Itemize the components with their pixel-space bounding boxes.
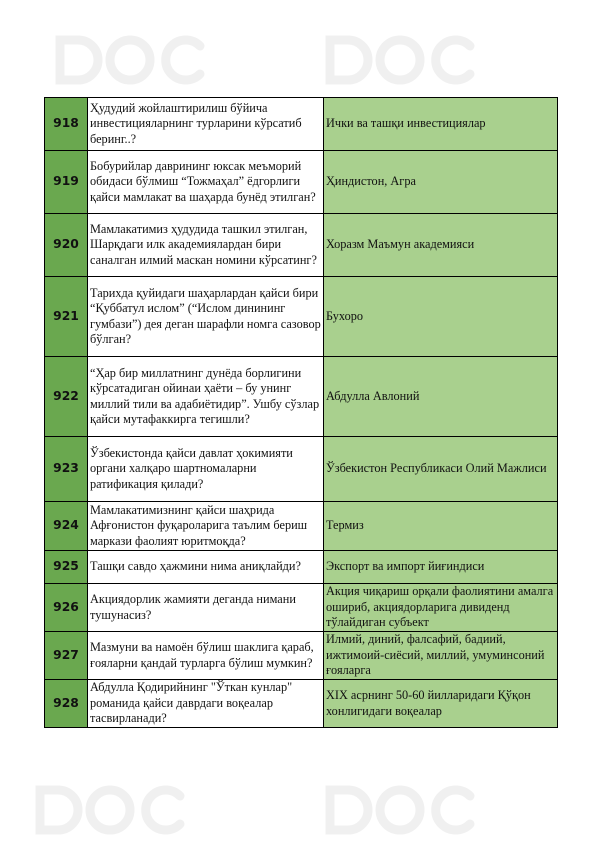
table-row [45,551,558,584]
question-number: 919 [45,151,88,214]
question-number: 927 [45,632,88,680]
table-row [45,502,558,551]
question-number: 918 [45,98,88,151]
question-number: 925 [45,551,88,584]
table-row [45,277,558,357]
table-row [45,357,558,437]
table-row [45,632,558,680]
question-text: Тарихда қуйидаги шаҳарлардан қайси бири “Қуббатул ислом” (“Ислом динининг гумбази”) дея деган шарафли номга сазовор бўлган? [88,277,324,357]
table-row [45,98,558,151]
table-row [45,437,558,502]
question-text: Мамлакатимиз ҳудудида ташкил этилган, Шарқдаги илк академиялардан бири саналган илмий маскан номини кўрсатинг? [88,214,324,277]
question-text: Ташқи савдо ҳажмини нима аниқлайди? [88,551,324,584]
question-text: Мамлакатимизнинг қайси шаҳрида Афғонистон фуқароларига таълим бериш маркази фаолият юритмоқда? [88,502,324,551]
answer-text: Абдулла Авлоний [324,357,558,437]
answer-text: Ҳиндистон, Агра [324,151,558,214]
question-text: “Ҳар бир миллатнинг дунёда борлигини кўрсатадиган ойинаи ҳаёти – бу унинг миллий тили ва адабиётидир”. Ушбу сўзлар қайси мутафаккирга тегишли? [88,357,324,437]
question-number: 920 [45,214,88,277]
watermark-icon [60,40,200,80]
question-number: 923 [45,437,88,502]
questions-table [44,97,558,728]
question-text: Мазмуни ва намоён бўлиш шаклига қараб, ғояларни қандай турларга бўлиш мумкин? [88,632,324,680]
answer-text: Илмий, диний, фалсафий, бадиий, ижтимоий-сиёсий, миллий, умуминсоний ғояларга [324,632,558,680]
question-text: Акциядорлик жамияти деганда нимани тушунасиз? [88,584,324,632]
answer-text: Хоразм Маъмун академияси [324,214,558,277]
answer-text: Ўзбекистон Республикаси Олий Мажлиси [324,437,558,502]
question-text: Ўзбекистонда қайси давлат ҳокимияти органи халқаро шартномаларни ратификация қилади? [88,437,324,502]
question-text: Абдулла Қодирийнинг "Ўткан кунлар" романида қайси даврдаги воқеалар тасвирланади? [88,680,324,728]
watermark-icon [40,790,180,830]
watermark-icon [330,790,470,830]
table-row [45,214,558,277]
question-number: 922 [45,357,88,437]
table-row [45,151,558,214]
answer-text: Экспорт ва импорт йиғиндиси [324,551,558,584]
watermark-icon [330,40,470,80]
answer-text: Термиз [324,502,558,551]
table-row [45,680,558,728]
answer-text: Акция чиқариш орқали фаолиятини амалга ошириб, акциядорларига дивиденд тўлайдиган субъект [324,584,558,632]
answer-text: Бухоро [324,277,558,357]
table-row [45,584,558,632]
question-text: Бобурийлар даврининг юксак меъморий обидаси бўлмиш “Тожмаҳал” ёдгорлиги қайси мамлакат ва шаҳарда бунёд этилган? [88,151,324,214]
answer-text: XIX асрнинг 50-60 йилларидаги Қўқон хонлигидаги воқеалар [324,680,558,728]
question-number: 926 [45,584,88,632]
question-number: 924 [45,502,88,551]
question-text: Ҳудудий жойлаштирилиш бўйича инвестицияларнинг турларини кўрсатиб беринг..? [88,98,324,151]
answer-text: Ички ва ташқи инвестициялар [324,98,558,151]
question-number: 921 [45,277,88,357]
question-number: 928 [45,680,88,728]
